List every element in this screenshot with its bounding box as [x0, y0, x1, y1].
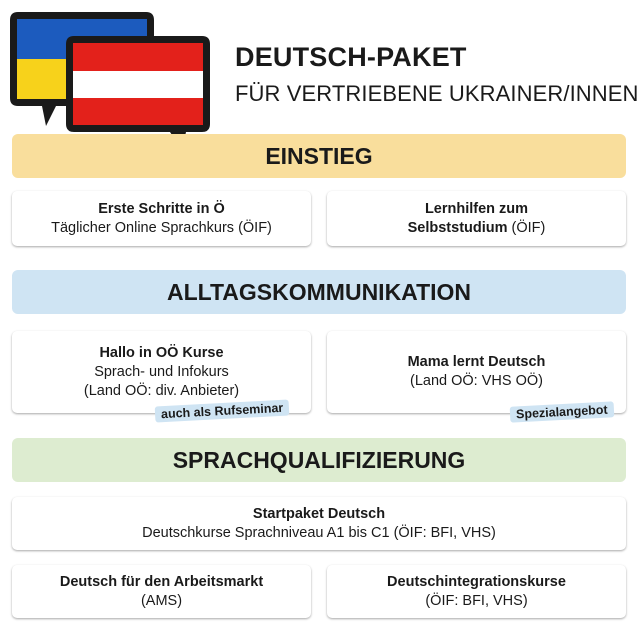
- card-mama-lernt-deutsch[interactable]: [327, 331, 626, 413]
- card-title: Hallo in OÖ Kurse: [99, 344, 224, 361]
- card-title: Erste Schritte in Ö: [98, 200, 225, 217]
- tag-rufseminar: auch als Rufseminar: [155, 399, 290, 422]
- card-title: Mama lernt Deutsch: [407, 354, 546, 370]
- card-text: (ÖIF): [507, 219, 546, 236]
- card-title-continued: Selbststudium: [407, 219, 508, 236]
- card-title: Startpaket Deutsch: [252, 505, 386, 522]
- card-text: Täglicher Online Sprachkurs (ÖIF): [51, 219, 272, 236]
- card-integrationskurse[interactable]: [327, 565, 626, 618]
- section-band-einstieg: EINSTIEG: [12, 134, 626, 178]
- card-lernhilfen[interactable]: [327, 191, 626, 246]
- card-text: (Land OÖ: VHS OÖ): [410, 373, 543, 389]
- card-text: (AMS): [140, 592, 183, 609]
- section-band-sprachqual: SPRACHQUALIFIZIERUNG: [12, 438, 626, 482]
- page-title: DEUTSCH-PAKET: [235, 42, 467, 72]
- card-title: Lernhilfen zum: [424, 200, 529, 217]
- card-arbeitsmarkt[interactable]: [12, 565, 311, 618]
- card-text: Deutschkurse Sprachniveau A1 bis C1 (ÖIF: BFI, VHS): [142, 524, 496, 541]
- card-text: (Land OÖ: div. Anbieter): [83, 382, 240, 399]
- page-subtitle: FÜR VERTRIEBENE UKRAINER/INNEN: [235, 81, 639, 106]
- speech-bubbles-flags-icon: [0, 0, 220, 150]
- tag-spezialangebot: Spezialangebot: [510, 401, 614, 422]
- austria-flag-bubble: [66, 36, 210, 150]
- card-title: Deutschintegrationskurse: [387, 573, 566, 590]
- card-title: Deutsch für den Arbeitsmarkt: [59, 573, 264, 590]
- card-erste-schritte[interactable]: [12, 191, 311, 246]
- card-text: Sprach- und Infokurs: [94, 363, 229, 380]
- card-text: (ÖIF: BFI, VHS): [425, 592, 528, 609]
- card-startpaket[interactable]: [12, 497, 626, 550]
- section-band-alltag: ALLTAGSKOMMUNIKATION: [12, 270, 626, 314]
